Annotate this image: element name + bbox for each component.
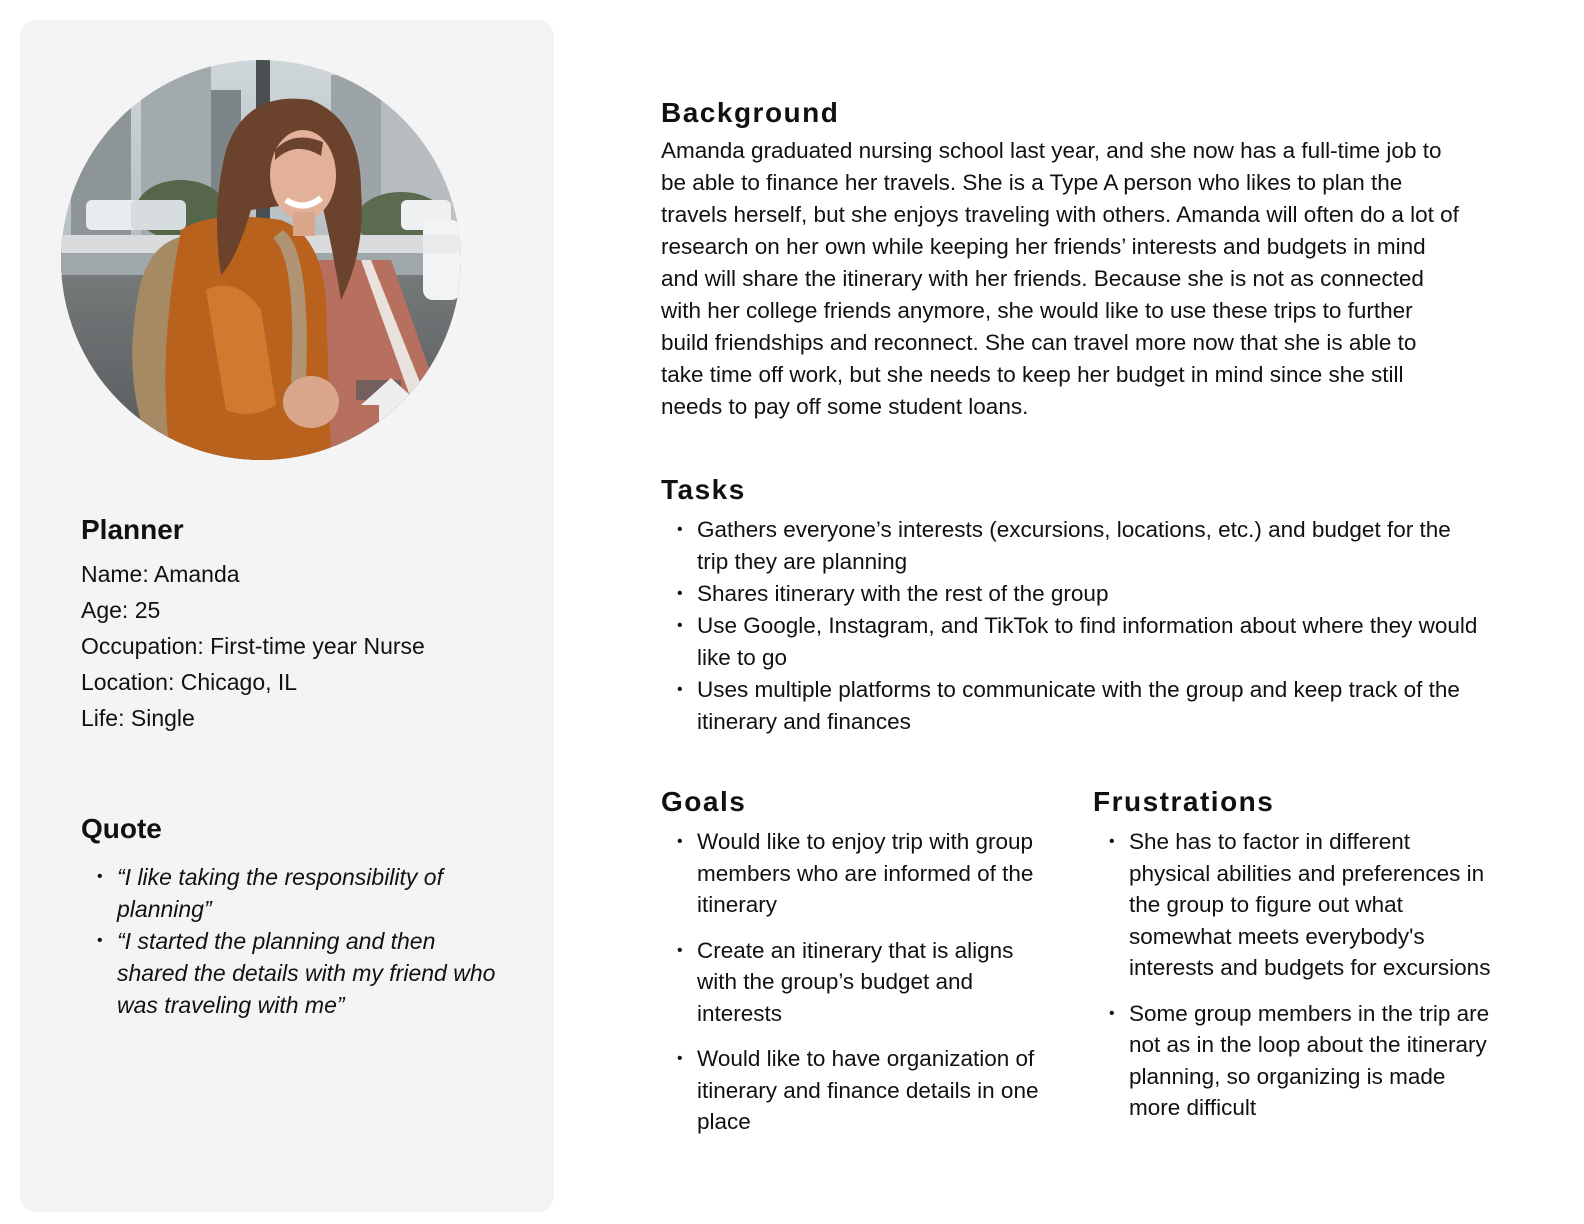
frustration-item: • Some group members in the trip are not as in the loop about the itinerary planning, so organizing is made more difficult — [1109, 998, 1493, 1124]
background-heading: Background — [661, 97, 840, 128]
frustrations-section — [1093, 786, 1493, 1138]
frustration-item: • She has to factor in different physical abilities and preferences in the group to figure out what somewhat meets everybody's interests and budgets for excursions — [1109, 826, 1493, 984]
task-item: • Shares itinerary with the rest of the group — [677, 578, 1481, 610]
frustrations-heading: Frustrations — [1093, 786, 1275, 817]
tasks-list — [661, 514, 1481, 738]
persona-location: Location: Chicago, IL — [81, 669, 298, 695]
persona-role-heading: Planner — [81, 514, 184, 545]
task-item: • Gathers everyone’s interests (excursions, locations, etc.) and budget for the trip they are planning — [677, 514, 1481, 578]
persona-name: Name: Amanda — [81, 561, 240, 587]
persona-details — [81, 514, 511, 736]
quote-item: • “I like taking the responsibility of planning” — [97, 861, 501, 925]
goals-list — [661, 826, 1041, 1138]
goals-section — [661, 786, 1041, 1152]
frustrations-list — [1093, 826, 1493, 1124]
goal-item: • Create an itinerary that is aligns with the group’s budget and interests — [677, 935, 1041, 1030]
persona-occupation: Occupation: First-time year Nurse — [81, 633, 425, 659]
quote-item: • “I started the planning and then shared the details with my friend who was traveling with me” — [97, 925, 501, 1021]
goal-item: • Would like to enjoy trip with group members who are informed of the itinerary — [677, 826, 1041, 921]
tasks-heading: Tasks — [661, 474, 746, 505]
background-section — [661, 97, 1461, 423]
background-text: Amanda graduated nursing school last year, and she now has a full-time job to be able to finance her travels. She is a Type A person who likes to plan the travels herself, but she enjoys traveling with others. Amanda will often do a lot of research on her own while keeping her friends’ interests and budgets in mind and will share the itinerary with her friends. Because she is not as connected with her college friends anymore, she would like to use these trips to further build friendships and reconnect. She can travel more now that she is able to take time off work, but she needs to keep her budget in mind since she still needs to pay off some student loans. — [661, 138, 1459, 419]
persona-portrait — [61, 60, 461, 460]
persona-age: Age: 25 — [81, 597, 161, 623]
quote-list — [81, 861, 501, 1021]
persona-quotes — [81, 813, 501, 1021]
goal-item: • Would like to have organization of itinerary and finance details in one place — [677, 1043, 1041, 1138]
persona-life: Life: Single — [81, 705, 195, 731]
tasks-section — [661, 474, 1481, 738]
task-item: • Use Google, Instagram, and TikTok to find information about where they would like to go — [677, 610, 1481, 674]
task-item: • Uses multiple platforms to communicate with the group and keep track of the itinerary and finances — [677, 674, 1481, 738]
portrait-photo — [61, 60, 461, 460]
goals-heading: Goals — [661, 786, 747, 817]
quote-heading: Quote — [81, 813, 162, 844]
